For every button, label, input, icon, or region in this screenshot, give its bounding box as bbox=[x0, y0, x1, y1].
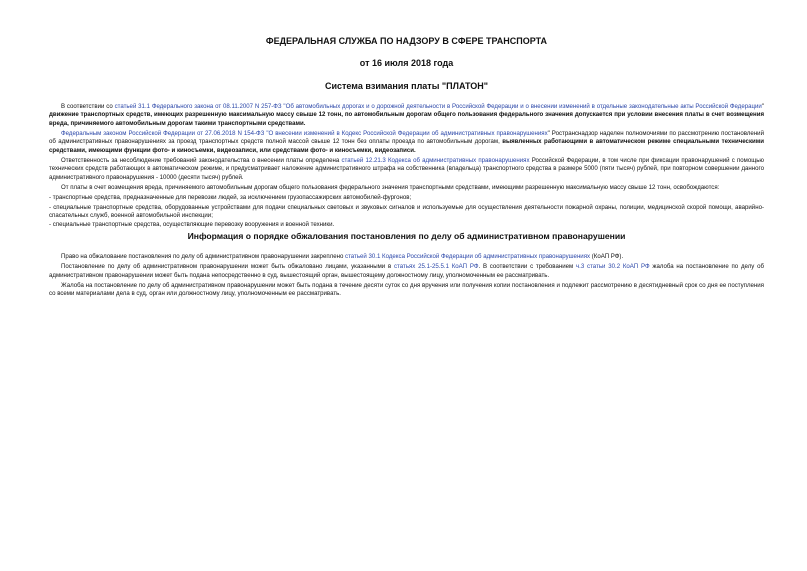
paragraph-1 bbox=[49, 103, 764, 128]
text: Постановление по делу об административном правонарушении может быть обжаловано лицами, указанными в bbox=[61, 263, 394, 271]
paragraph-5 bbox=[49, 253, 764, 261]
text: Российской Федерации, в том числе при фиксации правонарушений с помощью технических средств работающих в автоматическом режиме, и предусматривает наложение административного штрафа на собственника (владельца) транспортного средства в размере 5000 (пяти тысяч) рублей, при повторном совершении данного административного правонарушения - 10000 (десяти тысяч) рублей. bbox=[49, 157, 765, 181]
system-title: Система взимания платы "ПЛАТОН" bbox=[324, 81, 489, 91]
paragraph-3 bbox=[49, 157, 764, 182]
list-item: - специальные транспортные средства, оборудованные устройствами для подачи специальных световых и звуковых сигналов и используемые для осуществления деятельности пожарной охраны, полиции, медицинской скорой помощи, аварийно-спасательных служб, военной автомобильной инспекции; bbox=[49, 203, 764, 220]
text: " bbox=[761, 103, 764, 110]
bold-text: выявленных работающими в автоматическом режиме специальными техническими средствами, имеющими функции фото- и киносъемки, видеозаписи, или средствами фото- и киносъемки, видеозаписи. bbox=[49, 138, 764, 154]
text: Право на обжалование постановления по делу об административном правонарушении закреплено bbox=[61, 252, 346, 260]
link-article-30-1[interactable]: статьей 30.1 Кодекса Российской Федерации об административных правонарушениях bbox=[345, 252, 591, 260]
list-item: - специальные транспортные средства, осуществляющие перевозку вооружения и военной техники. bbox=[49, 221, 335, 229]
paragraph-2 bbox=[49, 130, 764, 155]
text: " Ространснадзор наделен полномочиями по рассмотрению постановлений об административных правонарушениях за проезд транспортных средств полной массой свыше 12 тонн без оплаты проезда по автомобильным дорогам, bbox=[49, 130, 764, 146]
text: . В соответствии с требованием bbox=[478, 263, 576, 271]
paragraph-7: Жалоба на постановление по делу об административном правонарушении может быть подана в течение десяти суток со дня вручения или получения копии постановления и подлежит рассмотрению в десятидневный срок со дня ее поступления со всеми материалами дела в суд, орган или должностному лицу, уполномоченным ее рассматривать. bbox=[49, 281, 764, 298]
document-date: от 16 июля 2018 года bbox=[359, 58, 454, 68]
text: жалоба на постановление по делу об административном правонарушении может быть подана непосредственно в суд, вышестоящий орган, вышестоящему должностному лицу, уполномоченным ее рассматривать. bbox=[49, 263, 764, 279]
link-article-12-21-3[interactable]: статьей 12.21.3 Кодекса об административных правонарушениях bbox=[341, 157, 530, 165]
text: Ответственность за несоблюдение требований законодательства о внесении платы определена bbox=[61, 157, 342, 165]
link-law-257[interactable]: статьей 31.1 Федерального закона от 08.11.2007 N 257-ФЗ "Об автомобильных дорогах и о дорожной деятельности в Российской Федерации и о внесении изменений в отдельные законодательные акты Российской Федерации bbox=[114, 103, 762, 110]
paragraph-4: От платы в счет возмещения вреда, причиняемого автомобильным дорогам общего пользования федерального значения транспортными средствами, имеющими разрешенную максимальную массу свыше 12 тонн, освобождаются: bbox=[61, 184, 720, 192]
list-item: - транспортные средства, предназначенные для перевозки людей, за исключением грузопассажирских автомобилей-фургонов; bbox=[49, 194, 412, 202]
link-law-154[interactable]: Федеральным законом Российской Федерации от 27.06.2018 N 154-ФЗ "О внесении изменений в Кодекс Российской Федерации об административных правонарушениях bbox=[61, 130, 548, 138]
link-articles-25[interactable]: статьях 25.1-25.5.1 КоАП РФ bbox=[394, 263, 479, 271]
document-body bbox=[49, 103, 764, 299]
agency-title: ФЕДЕРАЛЬНАЯ СЛУЖБА ПО НАДЗОРУ В СФЕРЕ ТРАНСПОРТА bbox=[265, 36, 548, 46]
bold-text: движение транспортных средств, имеющих разрешенную максимальную массу свыше 12 тонн, по автомобильным дорогам общего пользования федерального значения допускается при условии внесения платы в счет возмещения вреда, причиняемого автомобильным дорогам такими транспортными средствами. bbox=[49, 111, 764, 127]
section-title: Информация о порядке обжалования постановления по делу об административном правонарушении bbox=[187, 230, 626, 241]
link-article-30-2[interactable]: ч.3 статьи 30.2 КоАП РФ bbox=[576, 263, 650, 271]
text: В соответствии со bbox=[61, 103, 115, 110]
text: (КоАП РФ). bbox=[590, 252, 624, 260]
paragraph-6 bbox=[49, 263, 764, 280]
